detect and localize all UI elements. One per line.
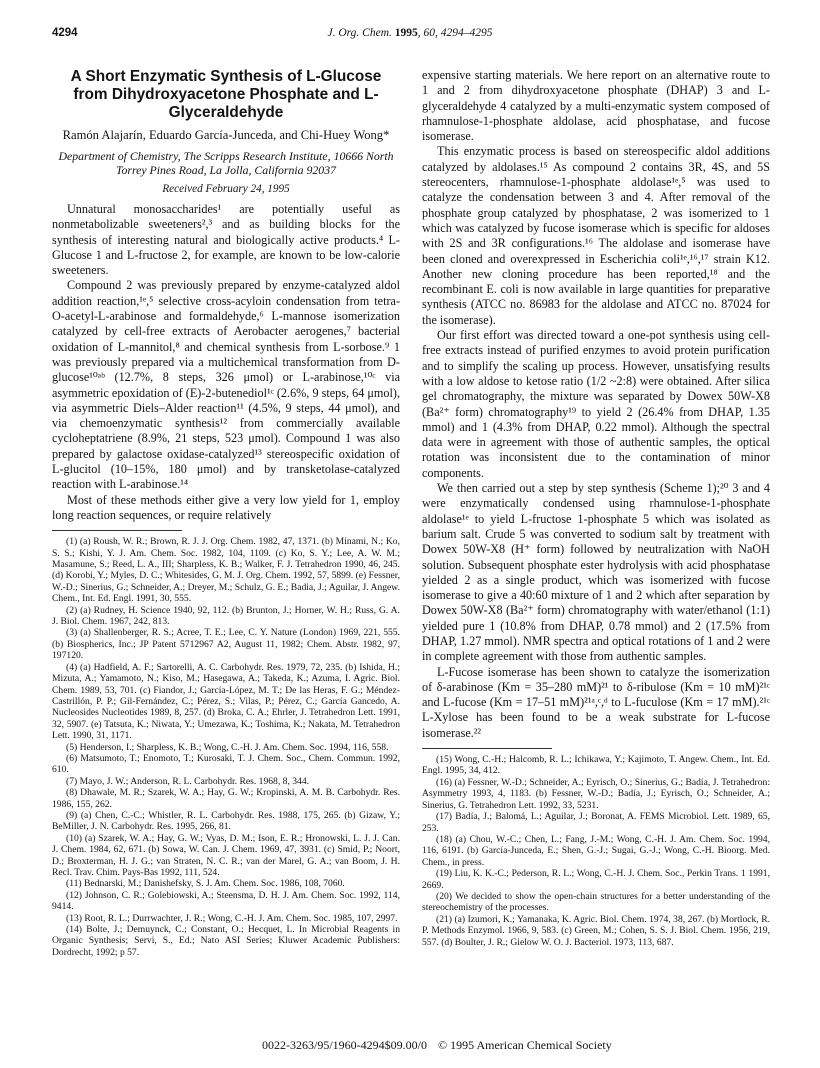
copyright-notice: © 1995 American Chemical Society [438,1038,612,1052]
body-paragraph: L-Fucose isomerase has been shown to catalyze the isomerization of δ-arabinose (Km = 35–280 mM)²¹ to δ-ribulose (Km = 10 mM)²¹ᶜ and L-fucose (Km = 17–51 mM)²¹ᵃ,ᶜ,ᵈ to L-fuculose (Km = 17 mM).²¹ᶜ L-Xylose has been found to be a weak substrate for L-fucose isomerase.²² [422,664,770,740]
reference-entry: (18) (a) Chou, W.-C.; Chen, L.; Fang, J.-M.; Wong, C.-H. J. Am. Chem. Soc. 1994, 116, 6191. (b) García-Junceda, E.; Shen, G.-J.; Sugai, G.-J.; Wong, C.-H. Bioorg. Med. Chem., in press. [422,833,770,868]
body-paragraph: expensive starting materials. We here report on an alternative route to 1 and 2 from dihydroxyacetone phosphate (DHAP) 3 and L-glyceraldehyde 4 catalyzed by a multi-enzymatic system composed of rhamnulose-1-phosphate aldolase, acid phosphatase, and fucose isomerase. [422,68,770,144]
reference-entry: (16) (a) Fessner, W.-D.; Schneider, A.; Eyrisch, O.; Sinerius, G.; Badía, J. Tetrahedron: Asymmetry 1993, 4, 1183. (b) Fessner, W.-D.; Badía, J.; Eyrisch, O.; Schneider, A.; Sinerius, G. Tetrahedron Lett. 1992, 33, 5231. [422,776,770,811]
body-paragraph: Our first effort was directed toward a one-pot synthesis using cell-free extracts instead of purified enzymes to avoid protein purification and to simplify the scaling up process. However, unsatisfying results with a low aldose to ketose ratio (1/2 ~2:8) were obtained. After silica gel chromatography, the mixture was separated by Dowex 50W-X8 (Ba²⁺ form) chromatography¹⁹ to yield 2 (26.4% from DHAP, 1.35 mmol) and 1 (4.3% from DHAP, 0.22 mmol). Although the spectral data were in agreement with those of authentic samples, the optical rotation was inconsistent due to the contamination of minor components. [422,328,770,480]
reference-entry: (20) We decided to show the open-chain structures for a better understanding of the stereochemistry of the processes. [422,890,770,914]
reference-entry: (7) Mayo, J. W.; Anderson, R. L. Carbohydr. Res. 1968, 8, 344. [66,775,310,787]
right-column [422,68,770,948]
reference-entry: (14) Bolte, J.; Demuynck, C.; Constant, O.; Hecquet, L. In Microbial Reagents in Organic Synthesis; Servi, S., Ed.; Nato ASI Series; Kluwer Academic Publishers: Dordrecht, 1992; p 57. [52,924,400,958]
body-paragraph: Most of these methods either give a very low yield for 1, employ long reaction sequences, or require relatively [52,492,400,522]
reference-entry: (1) (a) Roush, W. R.; Brown, R. J. J. Org. Chem. 1982, 47, 1371. (b) Minami, N.; Ko, S. S.; Kishi, Y. J. Am. Chem. Soc. 1982, 104, 1109. (c) Ko, S. Y.; Lee, A. W. M.; Masamune, S.; Reed, L. A., III; Sharpless, K. B.; Walker, F. J. Tetrahedron 1990, 46, 245. (d) Korobi, Y.; Myles, D. C.; Whitesides, G. M. J. Org. Chem. 1992, 57, 5899. (e) Fessner, W.-D.; Sinerius, G.; Schneider, A.; Dreyer, M.; Schulz, G. E.; Badia, J.; Aguilar, J. Angew. Chem., Int. Ed. Engl. 1991, 30, 555. [52,536,400,605]
reference-entry: (10) (a) Szarek, W. A.; Hay, G. W.; Vyas, D. M.; Ison, E. R.; Hronowski, L. J. J. Can. J. Chem. 1984, 62, 671. (b) Sowa, W. Can. J. Chem. 1969, 47, 3931. (c) Smid, P.; Noort, D.; Broxterman, H. J. G.; van Straten, N. C. R.; van der Marel, G. A.; van Boom, J. H. Recl. Trav. Chim. Pays-Bas 1992, 111, 524. [52,832,400,879]
journal-citation [52,27,768,39]
body-paragraph: Compound 2 was previously prepared by enzyme-catalyzed aldol addition reaction,¹ᵉ,⁵ selective cross-acyloin condensation from tetra-O-acetyl-L-arabinose and formaldehyde,⁶ L-mannose isomerization catalyzed by cell-free extracts of Aerobacter aerogenes,⁷ bacterial oxidation of L-mannitol,⁸ and chemical synthesis from L-sorbose.⁹ 1 was previously prepared via a multichemical transformation from D-glucose¹⁰ᵃᵇ (12.7%, 8 steps, 326 μmol) or L-arabinose,¹⁰ᶜ via asymmetric epoxidation of (E)-2-butenediol¹ᶜ (2.6%, 9 steps, 64 μmol), via asymmetric Diels–Alder reaction¹¹ (4.5%, 9 steps, 44 μmol), and via chemoenzymatic synthesis¹² from commercially available cycloheptatriene (8.9%, 21 steps, 523 μmol). Compound 1 was also prepared by galactose oxidase-catalyzed¹³ stereospecific oxidation of L-glucitol (10–15%, 180 μmol) and by transketolase-catalyzed reaction with L-arabinose.¹⁴ [52,278,400,492]
reference-entry: (2) (a) Rudney, H. Science 1940, 92, 112. (b) Brunton, J.; Horner, W. H.; Russ, G. A. J. Biol. Chem. 1967, 242, 813. [52,604,400,628]
right-body-text [422,68,770,741]
reference-entry: (17) Badía, J.; Balomá, L.; Aguilar, J.; Boronat, A. FEMS Microbiol. Lett. 1989, 65, 253. [422,811,770,834]
body-paragraph: This enzymatic process is based on stereospecific aldol additions catalyzed by aldolases.¹⁵ As compound 2 contains 3R, 4S, and 5S stereocenters, rhamnulose-1-phosphate aldolase¹ᵉ,⁵ was used to catalyze the condensation between 3 and 4. After removal of the phosphate group catalyzed by phosphatase, 2 was isomerized to 1 which was catalyzed by fucose isomerase which is specific for aldoses with 2S and 3R configurations.¹⁶ The aldolase and isomerase have been cloned and overexpressed in Escherichia coli¹ᵉ,¹⁶,¹⁷ strain K12. Another new cloning procedure has been reported,¹⁸ and the recombinant E. coli is now available in large quantities for preparative synthesis (ATCC no. 86983 for the aldolase and ATCC no. 87024 for the isomerase). [422,144,770,327]
footnote-divider [52,530,182,531]
reference-entry: (5) Henderson, I.; Sharpless, K. B.; Wong, C.-H. J. Am. Chem. Soc. 1994, 116, 558. [66,741,389,753]
reference-entry: (8) Dhawale, M. R.; Szarek, W. A.; Hay, G. W.; Kropinski, A. M. B. Carbohydr. Res. 1986, 155, 262. [52,787,400,810]
affiliation: Department of Chemistry, The Scripps Research Institute, 10666 North Torrey Pines Road, La Jolla, California 92037 [58,149,394,177]
left-body-text [52,202,400,523]
article-title: A Short Enzymatic Synthesis of L-Glucose from Dihydroxyacetone Phosphate and L-Glyceraldehyde [70,68,382,121]
reference-entry: (3) (a) Shallenberger, R. S.; Acree, T. E.; Lee, C. Y. Nature (London) 1969, 221, 555. (b) Biospherics, Inc.; JP Patent 5712967 A2, August 11, 1982; Chem. Abstr. 1982, 97, 197120. [52,627,400,662]
running-header [52,27,768,45]
journal-volume-pages: , 60, 4294–4295 [417,27,493,39]
left-references [52,536,400,958]
received-date: Received February 24, 1995 [162,183,290,195]
reference-entry: (4) (a) Hadfield, A. F.; Sartorelli, A. C. Carbohydr. Res. 1979, 72, 235. (b) Ishida, H.; Mizuta, A.; Yamamoto, N.; Kiso, M.; Hasegawa, A.; Takeda, K.; Azuma, I. Agric. Biol. Chem. 1989, 53, 701. (c) Fiandor, J.; García-López, M. T.; De las Heras, F. G.; Méndez-Castrillón, P. P.; Gil-Fernández, C.; Pérez, S.; Vilas, P.; Pérez, C.; García Gancedo, A. Nucleosides Nucleotides 1989, 8, 257. (d) Broka, C. A.; Ehrler, J. Tetrahedron Lett. 1991, 32, 5907. (e) Tatsuta, K.; Niwata, Y.; Umezawa, K.; Toshima, K.; Nakata, M. Tetrahedron Lett. 1990, 31, 1171. [52,661,400,742]
reference-entry: (19) Liu, K. K.-C.; Pederson, R. L.; Wong, C.-H. J. Chem. Soc., Perkin Trans. 1 1991, 2669. [422,868,770,891]
reference-entry: (6) Matsumoto, T.; Enomoto, T.; Kurosaki, T. J. Chem. Soc., Chem. Commun. 1992, 610. [52,752,400,776]
journal-year: 1995 [394,27,418,39]
author-list: Ramón Alajarín, Eduardo García-Junceda, and Chi-Huey Wong* [62,128,390,142]
right-references [422,754,770,948]
page-number: 4294 [52,27,78,39]
left-column [52,68,400,958]
reference-entry: (13) Root, R. L.; Durrwachter, J. R.; Wong, C.-H. J. Am. Chem. Soc. 1985, 107, 2997. [66,912,398,924]
reference-entry: (21) (a) Izumori, K.; Yamanaka, K. Agric. Biol. Chem. 1974, 38, 267. (b) Mortlock, R. P. Methods Enzymol. 1966, 9, 583. (c) Green, M.; Cohen, S. S. J. Biol. Chem. 1956, 219, 557. (d) Boulter, J. R.; Gielow W. O. J. Bacteriol. 1973, 113, 687. [422,913,770,948]
reference-entry: (12) Johnson, C. R.; Golebiowski, A.; Steensma, D. H. J. Am. Chem. Soc. 1992, 114, 9414. [52,889,400,913]
reference-entry: (15) Wong, C.-H.; Halcomb, R. L.; Ichikawa, Y.; Kajimoto, T. Angew. Chem., Int. Ed. Engl. 1995, 34, 412. [422,754,770,777]
body-paragraph: Unnatural monosaccharides¹ are potentially useful as nonmetabolizable sweeteners²,³ and as building blocks for the synthesis of interesting natural and biologically active products.⁴ L-Glucose 1 and L-fructose 2, for example, are known to be low-calorie sweeteners. [52,202,400,278]
reference-entry: (9) (a) Chen, C.-C.; Whistler, R. L. Carbohydr. Res. 1988, 175, 265. (b) Gizaw, Y.; BeMiller, J. N. Carbohydr. Res. 1995, 266, 81. [52,809,400,833]
footnote-divider [422,748,552,749]
body-paragraph: We then carried out a step by step synthesis (Scheme 1);²⁰ 3 and 4 were enzymatically condensed using rhamnulose-1-phosphate aldolase¹ᵉ to yield L-fructose 1-phosphate 5 which was isolated as barium salt. Crude 5 was converted to sodium salt by treatment with Dowex 50W-X8 (H⁺ form) followed by neutralization with NaOH solution. Subsequent phosphate ester hydrolysis with acid phosphatase yielded 2 as a single product, which was isomerized with fucose isomerase to give a 40:60 mixture of 1 and 2 which after separation by Dowex 50W-X8 (Ba²⁺ form) chromatography with water/ethanol (1:1) yielded pure 1 (10.8% from DHAP, 0.78 mmol) and 2 (17.5% from DHAP, 1.27 mmol). NMR spectra and optical rotations of 1 and 2 were in complete agreement with those from authentic samples. [422,481,770,664]
journal-name: J. Org. Chem. [327,27,392,39]
reference-entry: (11) Bednarski, M.; Danishefsky, S. J. Am. Chem. Soc. 1986, 108, 7060. [66,878,345,890]
article-code: 0022-3263/95/1960-4294$09.00/0 [262,1038,427,1052]
